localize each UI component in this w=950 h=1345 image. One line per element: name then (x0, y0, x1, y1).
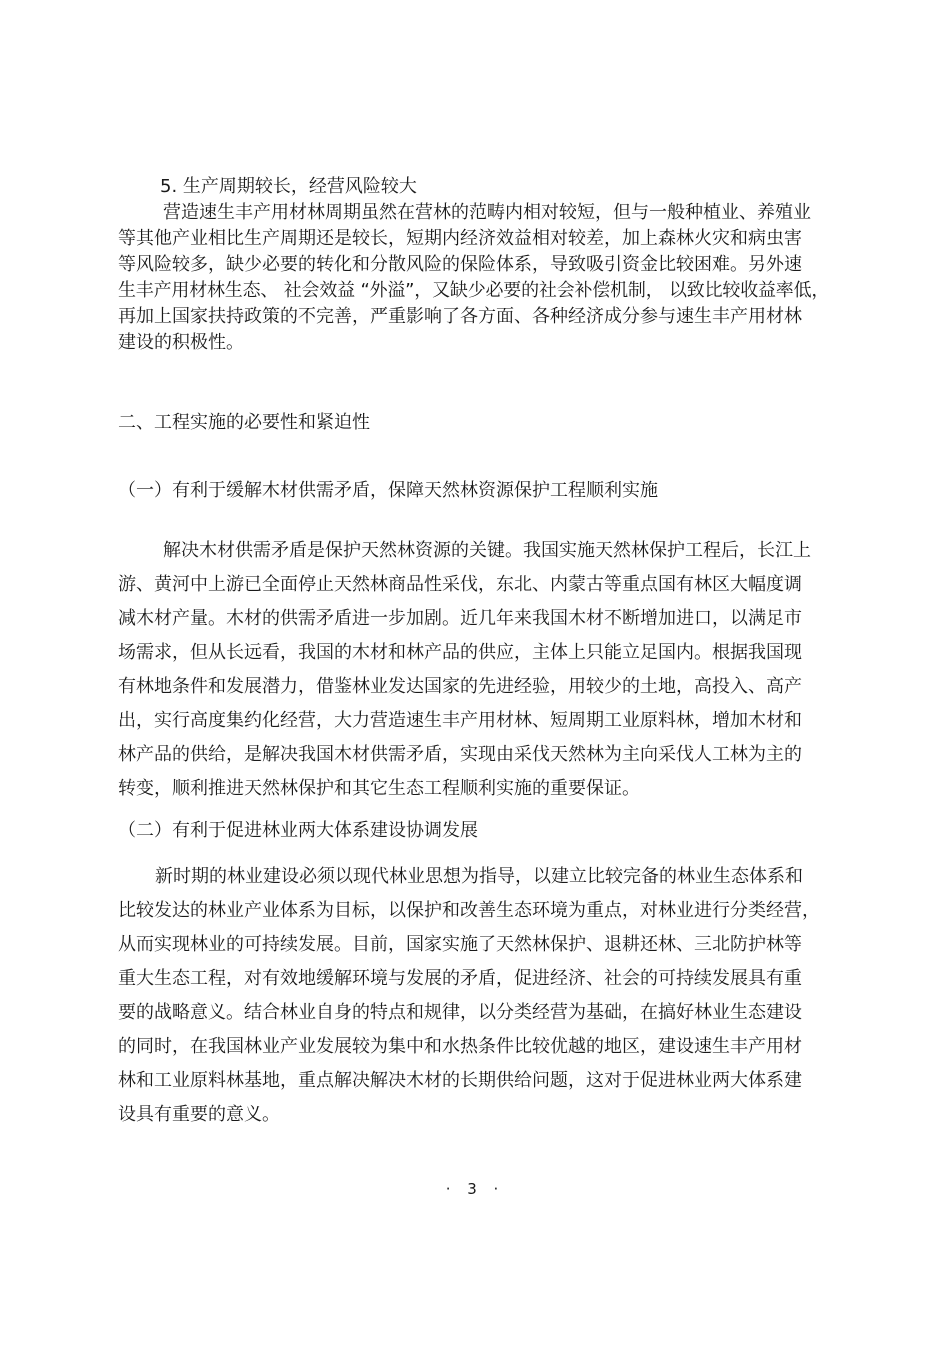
item5-heading: 5. 生产周期较长，经营风险较大 (160, 176, 417, 197)
sub1-line-6: 出，实行高度集约化经营，大力营造速生丰产用材林、短周期工业原料林，增加木材和 (118, 710, 802, 731)
sub2-line-7: 林和工业原料林基地，重点解决解决木材的长期供给问题，这对于促进林业两大体系建 (118, 1070, 802, 1091)
page-number: · 3 · (445, 1180, 505, 1198)
item5-line-3: 等风险较多，缺少必要的转化和分散风险的保险体系，导致吸引资金比较困难。另外速 (118, 254, 802, 275)
sub1-line-3: 减木材产量。木材的供需矛盾进一步加剧。近几年来我国木材不断增加进口，以满足市 (118, 608, 802, 629)
sub2-line-6: 的同时，在我国林业产业发展较为集中和水热条件比较优越的地区，建设速生丰产用材 (118, 1036, 802, 1057)
sub1-line-5: 有林地条件和发展潜力，借鉴林业发达国家的先进经验，用较少的土地，高投入、高产 (118, 676, 802, 697)
sub2-line-5: 要的战略意义。结合林业自身的特点和规律，以分类经营为基础，在搞好林业生态建设 (118, 1002, 802, 1023)
item5-line-1: 营造速生丰产用材林周期虽然在营林的范畴内相对较短，但与一般种植业、养殖业 (163, 202, 811, 223)
sub2-line-2: 比较发达的林业产业体系为目标，以保护和改善生态环境为重点，对林业进行分类经营， (118, 900, 820, 921)
sub2-line-3: 从而实现林业的可持续发展。目前，国家实施了天然林保护、退耕还林、三北防护林等 (118, 934, 802, 955)
sub1-line-8: 转变，顺利推进天然林保护和其它生态工程顺利实施的重要保证。 (118, 778, 640, 799)
sub2-line-4: 重大生态工程，对有效地缓解环境与发展的矛盾，促进经济、社会的可持续发展具有重 (118, 968, 802, 989)
sub1-line-2: 游、黄河中上游已全面停止天然林商品性采伐，东北、内蒙古等重点国有林区大幅度调 (118, 574, 802, 595)
sub1-line-4: 场需求，但从长远看，我国的木材和林产品的供应，主体上只能立足国内。根据我国现 (118, 642, 802, 663)
sub1-line-1: 解决木材供需矛盾是保护天然林资源的关键。我国实施天然林保护工程后，长江上 (163, 540, 811, 561)
item5-line-4: 生丰产用材林生态、 社会效益 “外溢”，又缺少必要的社会补偿机制， 以致比较收益率低， (118, 280, 830, 301)
item5-line-2: 等其他产业相比生产周期还是较长，短期内经济效益相对较差，加上森林火灾和病虫害 (118, 228, 802, 249)
sub2-line-1: 新时期的林业建设必须以现代林业思想为指导，以建立比较完备的林业生态体系和 (155, 866, 803, 887)
item5-line-5: 再加上国家扶持政策的不完善，严重影响了各方面、各种经济成分参与速生丰产用材林 (118, 306, 802, 327)
item5-line-6: 建设的积极性。 (118, 332, 244, 353)
sub1-line-7: 林产品的供给，是解决我国木材供需矛盾，实现由采伐天然林为主向采伐人工林为主的 (118, 744, 802, 765)
subsection-2-heading: （二）有利于促进林业两大体系建设协调发展 (118, 820, 478, 841)
subsection-1-heading: （一）有利于缓解木材供需矛盾，保障天然林资源保护工程顺利实施 (118, 480, 658, 501)
section-heading: 二、工程实施的必要性和紧迫性 (118, 412, 370, 433)
sub2-line-8: 设具有重要的意义。 (118, 1104, 280, 1125)
